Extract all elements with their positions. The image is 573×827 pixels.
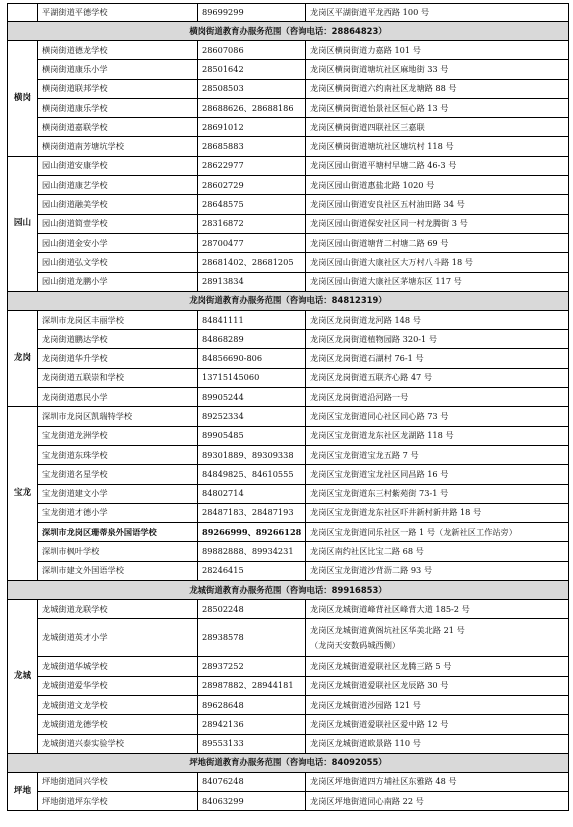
- school-name-cell: 龙城街道爱华学校: [38, 676, 198, 695]
- section-header-row: [8, 22, 569, 41]
- address-cell: [306, 60, 569, 79]
- table-row: [8, 792, 569, 811]
- table-row: [8, 310, 569, 329]
- table-row: [8, 561, 569, 580]
- phone-cell: 28691012: [198, 118, 306, 137]
- school-name-cell: 深圳市枫叶学校: [38, 542, 198, 561]
- section-header: 坪地街道教育办服务范围（咨询电话：84092055）: [8, 753, 569, 772]
- table-row: [8, 79, 569, 98]
- school-name-cell: 横岗街道联邦学校: [38, 79, 198, 98]
- school-name-cell: 园山街道金安小学: [38, 233, 198, 252]
- address-text: 龙岗区龙城街道黄阁坑社区华美北路 21 号: [310, 624, 465, 635]
- address-text: 龙岗区南约社区比宝二路 68 号: [310, 546, 424, 557]
- school-name-cell: 园山街道安康学校: [38, 156, 198, 175]
- address-text: 龙岗区龙岗街道植物园路 320-1 号: [310, 333, 438, 344]
- phone-cell: 28602729: [198, 176, 306, 195]
- address-cell: [306, 503, 569, 522]
- table-row: [8, 523, 569, 542]
- area-label: 宝龙: [8, 407, 38, 581]
- address-cell: [306, 734, 569, 753]
- phone-cell: 28648575: [198, 195, 306, 214]
- address-text: 龙岗区龙城街道沙园路 121 号: [310, 699, 421, 710]
- table-row: [8, 349, 569, 368]
- table-row: [8, 734, 569, 753]
- address-text: 龙岗区龙城街道峰背社区峰背大道 185-2 号: [310, 603, 470, 614]
- phone-cell: 84076248: [198, 772, 306, 791]
- address-cell: [306, 772, 569, 791]
- school-table-body: [8, 4, 569, 811]
- school-name-cell: 园山街道简壹学校: [38, 214, 198, 233]
- school-name-cell: 龙岗街道五联崇和学校: [38, 368, 198, 387]
- address-text: 龙岗区宝龙街道同心社区同心路 73 号: [310, 410, 449, 421]
- area-label: 横岗: [8, 41, 38, 157]
- phone-cell: 28607086: [198, 41, 306, 60]
- address-cell: [306, 388, 569, 407]
- address-cell: [306, 118, 569, 137]
- phone-cell: 28681402、28681205: [198, 253, 306, 272]
- address-text: 龙岗区园山街道保安社区同一村龙腾街 3 号: [310, 218, 468, 229]
- area-label: 园山: [8, 156, 38, 291]
- address-cell: [306, 253, 569, 272]
- address-cell: [306, 484, 569, 503]
- phone-cell: 28913834: [198, 272, 306, 291]
- phone-cell: 28502248: [198, 600, 306, 619]
- school-name-cell: 横岗街道康乐小学: [38, 60, 198, 79]
- section-header: 龙城街道教育办服务范围（咨询电话：89916853）: [8, 581, 569, 600]
- phone-cell: 84802714: [198, 484, 306, 503]
- school-name-cell: 宝龙街道东珠学校: [38, 445, 198, 464]
- address-cell: [306, 330, 569, 349]
- school-name-cell: 横岗街道嘉联学校: [38, 118, 198, 137]
- school-name-cell: 园山街道融美学校: [38, 195, 198, 214]
- school-name-cell: 龙城街道龙德学校: [38, 715, 198, 734]
- address-cell: [306, 98, 569, 117]
- address-text: 龙岗区横岗街道四联社区三嘉联: [310, 121, 425, 132]
- phone-cell: 89905244: [198, 388, 306, 407]
- address-cell: [306, 233, 569, 252]
- address-text: 龙岗区龙岗街道龙河路 148 号: [310, 314, 421, 325]
- table-row: [8, 176, 569, 195]
- school-name-cell: 深圳市龙岗区丰丽学校: [38, 310, 198, 329]
- address-cell: [306, 310, 569, 329]
- school-name-cell: 园山街道龙鹏小学: [38, 272, 198, 291]
- table-row: [8, 98, 569, 117]
- school-name-cell: 坪地街道坪东学校: [38, 792, 198, 811]
- section-header: 龙岗街道教育办服务范围（咨询电话：84812319）: [8, 291, 569, 310]
- school-name-cell: 深圳市建文外国语学校: [38, 561, 198, 580]
- address-cell: [306, 600, 569, 619]
- address-cell: [306, 445, 569, 464]
- phone-cell: 89699299: [198, 4, 306, 22]
- address-text: 龙岗区龙城街道爱联社区龙辰路 30 号: [310, 680, 449, 691]
- phone-cell: 28316872: [198, 214, 306, 233]
- address-text: 龙岗区横岗街道塘坑社区塘坑村 118 号: [310, 141, 454, 152]
- school-name-cell: 龙城街道华城学校: [38, 657, 198, 676]
- address-cell: [306, 676, 569, 695]
- phone-cell: 89628648: [198, 695, 306, 714]
- school-name-cell: 龙城街道英才小学: [38, 619, 198, 657]
- table-row: [8, 388, 569, 407]
- section-header-row: [8, 581, 569, 600]
- address-text: 龙岗区龙岗街道五联齐心路 47 号: [310, 372, 433, 383]
- address-text: 龙岗区宝龙街道东三村紫苑街 73-1 号: [310, 488, 449, 499]
- phone-cell: 84849825、84610555: [198, 465, 306, 484]
- table-row: [8, 407, 569, 426]
- table-row: [8, 600, 569, 619]
- phone-cell: 28508503: [198, 79, 306, 98]
- address-cell: [306, 349, 569, 368]
- address-cell: [306, 523, 569, 542]
- phone-cell: 84856690-806: [198, 349, 306, 368]
- table-row: [8, 695, 569, 714]
- school-name-cell: 宝龙街道名星学校: [38, 465, 198, 484]
- address-text: 龙岗区园山街道大康社区大万村八斗路 18 号: [310, 256, 473, 267]
- section-header-row: [8, 291, 569, 310]
- address-cell: [306, 695, 569, 714]
- address-cell: [306, 214, 569, 233]
- school-name-cell: 园山街道康艺学校: [38, 176, 198, 195]
- school-name-cell: 龙城街道兴泰实验学校: [38, 734, 198, 753]
- address-cell: [306, 792, 569, 811]
- address-cell: [306, 368, 569, 387]
- phone-cell: 84841111: [198, 310, 306, 329]
- address-text: 龙岗区坪地街道四方埔社区东雅路 48 号: [310, 776, 457, 787]
- address-text: 龙岗区龙城街道爱联社区爱中路 12 号: [310, 718, 449, 729]
- phone-cell: 28246415: [198, 561, 306, 580]
- address-text: 龙岗区横岗街道塘坑社区麻地街 33 号: [310, 63, 449, 74]
- address-cell: [306, 715, 569, 734]
- area-label: 坪地: [8, 772, 38, 811]
- address-text: 龙岗区园山街道平塘村早塘二路 46-3 号: [310, 160, 457, 171]
- table-row: [8, 619, 569, 657]
- school-name-cell: 龙城街道龙联学校: [38, 600, 198, 619]
- address-text: 龙岗区园山街道塘背二村塘二路 69 号: [310, 237, 449, 248]
- address-cell: [306, 465, 569, 484]
- section-header-row: [8, 753, 569, 772]
- school-name-cell: 平湖街道平德学校: [38, 4, 198, 22]
- table-row: [8, 253, 569, 272]
- phone-cell: 28688626、28688186: [198, 98, 306, 117]
- table-row: [8, 657, 569, 676]
- phone-cell: 89553133: [198, 734, 306, 753]
- phone-cell: 89882888、89934231: [198, 542, 306, 561]
- school-name-cell: 深圳市龙岗区珊蒂泉外国语学校: [38, 523, 198, 542]
- table-row: [8, 484, 569, 503]
- school-name-cell: 横岗街道德龙学校: [38, 41, 198, 60]
- address-cell: [306, 542, 569, 561]
- table-row: [8, 214, 569, 233]
- school-name-cell: 横岗街道南芳塘坑学校: [38, 137, 198, 156]
- address-text: 龙岗区龙城街道爱联社区龙腾三路 5 号: [310, 660, 452, 671]
- table-row: [8, 715, 569, 734]
- school-name-cell: 龙城街道文龙学校: [38, 695, 198, 714]
- address-cell: [306, 407, 569, 426]
- phone-cell: 13715145060: [198, 368, 306, 387]
- school-name-cell: 龙岗街道华升学校: [38, 349, 198, 368]
- table-row: [8, 60, 569, 79]
- phone-cell: 28622977: [198, 156, 306, 175]
- table-row: [8, 41, 569, 60]
- school-name-cell: 龙岗街道惠民小学: [38, 388, 198, 407]
- phone-cell: 89266999、89266128: [198, 523, 306, 542]
- address-text: 龙岗区宝龙街道宝龙五路 7 号: [310, 449, 419, 460]
- address-cell: [306, 657, 569, 676]
- address-text: 龙岗区园山街道安良社区五村油田路 34 号: [310, 199, 465, 210]
- phone-cell: 84868289: [198, 330, 306, 349]
- address-text: 龙岗区横岗街道怡景社区恒心路 13 号: [310, 102, 449, 113]
- address-text: 龙岗区园山街道大康社区茅塘东区 117 号: [310, 276, 462, 287]
- table-row: [8, 156, 569, 175]
- address-cell: [306, 156, 569, 175]
- phone-cell: 28501642: [198, 60, 306, 79]
- table-row: [8, 542, 569, 561]
- address-text: 龙岗区宝龙街道沙背沥二路 93 号: [310, 565, 433, 576]
- address-cell: [306, 561, 569, 580]
- table-row: [8, 772, 569, 791]
- table-row: [8, 368, 569, 387]
- phone-cell: 28938578: [198, 619, 306, 657]
- table-row: [8, 4, 569, 22]
- address-cell: [306, 41, 569, 60]
- address-cell: [306, 195, 569, 214]
- table-row: [8, 118, 569, 137]
- address-text: 龙岗区横岗街道六约南社区龙塘路 88 号: [310, 83, 457, 94]
- address-text: 龙岗区园山街道惠盐北路 1020 号: [310, 179, 435, 190]
- phone-cell: 28685883: [198, 137, 306, 156]
- address-text: 龙岗区宝龙街道宝龙社区同昌路 16 号: [310, 468, 449, 479]
- address-cell: [306, 176, 569, 195]
- area-cell: [8, 4, 38, 22]
- school-name-cell: 宝龙街道才德小学: [38, 503, 198, 522]
- table-row: [8, 272, 569, 291]
- phone-cell: 89252334: [198, 407, 306, 426]
- table-row: [8, 676, 569, 695]
- school-name-cell: 宝龙街道建文小学: [38, 484, 198, 503]
- area-label: 龙城: [8, 600, 38, 754]
- area-label: 龙岗: [8, 310, 38, 406]
- school-name-cell: 园山街道弘文学校: [38, 253, 198, 272]
- phone-cell: 89905485: [198, 426, 306, 445]
- phone-cell: 28700477: [198, 233, 306, 252]
- address-cell: 龙岗区平湖街道平龙西路 100 号: [306, 4, 569, 22]
- phone-cell: 84063299: [198, 792, 306, 811]
- school-name-cell: 坪地街道同兴学校: [38, 772, 198, 791]
- school-table: [7, 3, 569, 811]
- phone-cell: 28937252: [198, 657, 306, 676]
- school-name-cell: 宝龙街道龙洲学校: [38, 426, 198, 445]
- phone-cell: 28942136: [198, 715, 306, 734]
- address-text: 龙岗区宝龙街道同乐社区一路 1 号（龙新社区工作站旁）: [310, 526, 517, 537]
- address-cell: [306, 619, 569, 657]
- address-note: （龙岗天安数码城西侧）: [310, 639, 401, 650]
- address-cell: [306, 79, 569, 98]
- table-row: [8, 445, 569, 464]
- address-text: 龙岗区宝龙街道龙东社区吓井新村新井路 18 号: [310, 507, 482, 518]
- address-text: 龙岗区龙岗街道石湖村 76-1 号: [310, 353, 424, 364]
- address-cell: [306, 272, 569, 291]
- table-row: [8, 330, 569, 349]
- address-text: 龙岗区宝龙街道龙东社区龙湖路 118 号: [310, 430, 454, 441]
- address-cell: [306, 137, 569, 156]
- section-header: 横岗街道教育办服务范围（咨询电话：28864823）: [8, 22, 569, 41]
- address-text: 龙岗区龙岗街道沿河路一号: [310, 391, 409, 402]
- school-name-cell: 深圳市龙岗区凯瑞特学校: [38, 407, 198, 426]
- phone-cell: 28987882、28944181: [198, 676, 306, 695]
- phone-cell: 28487183、28487193: [198, 503, 306, 522]
- phone-cell: 89301889、89309338: [198, 445, 306, 464]
- school-name-cell: 龙岗街道鹏达学校: [38, 330, 198, 349]
- table-row: [8, 195, 569, 214]
- table-row: [8, 426, 569, 445]
- address-text: 龙岗区龙城街道欧景路 110 号: [310, 738, 421, 749]
- table-row: [8, 233, 569, 252]
- table-row: [8, 503, 569, 522]
- table-row: [8, 137, 569, 156]
- table-row: [8, 465, 569, 484]
- school-name-cell: 横岗街道康乐学校: [38, 98, 198, 117]
- address-text: 龙岗区横岗街道力嘉路 101 号: [310, 44, 421, 55]
- address-cell: [306, 426, 569, 445]
- address-text: 龙岗区坪地街道同心南路 22 号: [310, 795, 424, 806]
